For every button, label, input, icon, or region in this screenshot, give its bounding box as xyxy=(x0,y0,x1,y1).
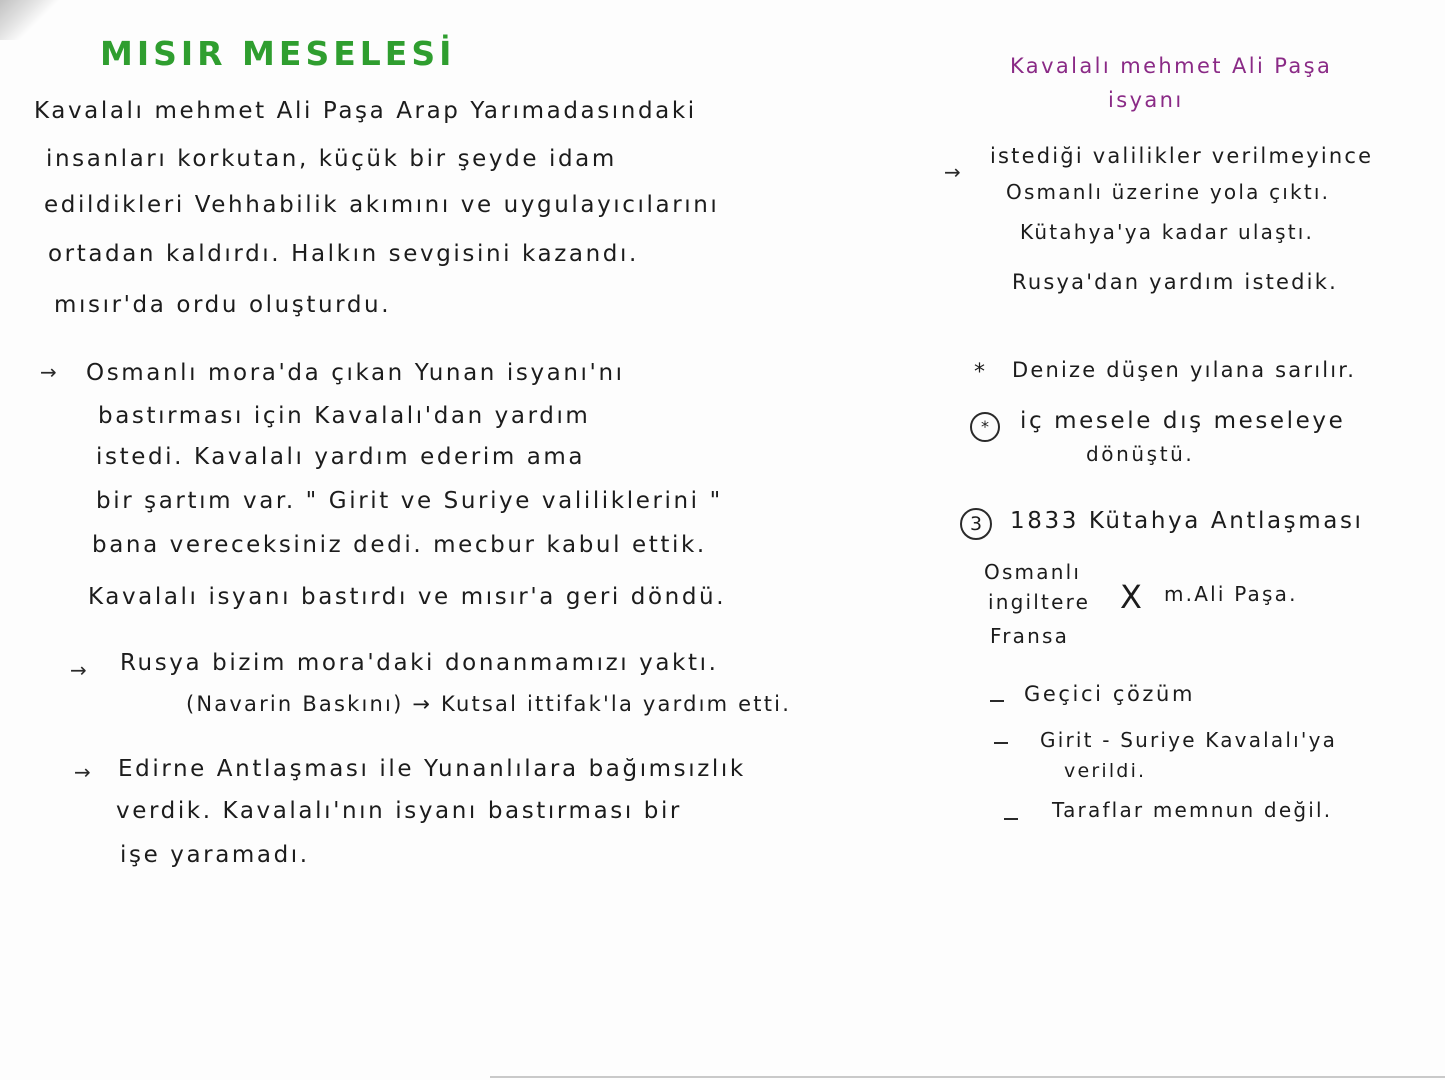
bullet-line: verildi. xyxy=(1064,760,1147,782)
section-title: 1833 Kütahya Antlaşması xyxy=(1010,508,1364,534)
page-bottom-edge xyxy=(490,1076,1445,1078)
party-left: Fransa xyxy=(990,624,1070,648)
left-p2-line: Kavalalı isyanı bastırdı ve mısır'a geri döndü. xyxy=(88,584,727,610)
arrow-icon: → xyxy=(944,160,961,184)
party-left: ingiltere xyxy=(988,590,1091,614)
left-p1-line: insanları korkutan, küçük bir şeyde idam xyxy=(46,146,617,172)
party-left: Osmanlı xyxy=(984,560,1082,584)
arrow-icon: → xyxy=(40,360,57,384)
left-p2-line: bana vereceksiniz dedi. mecbur kabul ettik. xyxy=(92,532,707,558)
party-right: m.Ali Paşa. xyxy=(1164,582,1298,606)
arrow-icon: → xyxy=(74,760,91,784)
corner-smudge xyxy=(0,0,60,40)
right-p1-line: Rusya'dan yardım istedik. xyxy=(1012,270,1338,294)
bullet-line: Taraflar memnun değil. xyxy=(1052,798,1333,822)
bullet-line: Geçici çözüm xyxy=(1024,682,1196,706)
left-p1-line: Kavalalı mehmet Ali Paşa Arap Yarımadasındaki xyxy=(34,98,697,124)
right-subtitle: isyanı xyxy=(1108,88,1184,112)
note-line: iç mesele dış meseleye xyxy=(1020,408,1346,434)
left-p1-line: mısır'da ordu oluşturdu. xyxy=(54,292,392,318)
page-title: MISIR MESELESİ xyxy=(100,34,456,73)
proverb-line: Denize düşen yılana sarılır. xyxy=(1012,358,1357,382)
dash-bullet-icon xyxy=(1004,818,1018,820)
left-p3-line: Rusya bizim mora'daki donanmamızı yaktı. xyxy=(120,650,719,676)
arrow-icon: → xyxy=(70,658,87,682)
left-p2-line: bir şartım var. " Girit ve Suriye valiliklerini " xyxy=(96,488,723,514)
right-subtitle: Kavalalı mehmet Ali Paşa xyxy=(1010,54,1333,78)
dash-bullet-icon xyxy=(994,742,1008,744)
right-p1-line: Osmanlı üzerine yola çıktı. xyxy=(1006,180,1331,204)
left-p4-line: işe yaramadı. xyxy=(120,842,310,868)
left-p4-line: verdik. Kavalalı'nın isyanı bastırması bir xyxy=(116,798,682,824)
left-p2-line: bastırması için Kavalalı'dan yardım xyxy=(98,403,591,429)
left-p3-line: (Navarin Baskını) → Kutsal ittifak'la yardım etti. xyxy=(186,692,792,716)
left-p4-line: Edirne Antlaşması ile Yunanlılara bağımsızlık xyxy=(118,756,746,782)
left-p2-line: Osmanlı mora'da çıkan Yunan isyanı'nı xyxy=(86,360,625,386)
bullet-line: Girit - Suriye Kavalalı'ya xyxy=(1040,728,1338,752)
note-line: dönüştü. xyxy=(1086,442,1195,466)
versus-cross-icon: X xyxy=(1120,578,1142,616)
right-p1-line: istediği valilikler verilmeyince xyxy=(990,144,1374,168)
left-p2-line: istedi. Kavalalı yardım ederim ama xyxy=(96,444,586,470)
star-icon: * xyxy=(974,360,985,385)
left-p1-line: ortadan kaldırdı. Halkın sevgisini kazandı. xyxy=(48,241,639,267)
left-p1-line: edildikleri Vehhabilik akımını ve uygulayıcılarını xyxy=(44,192,720,218)
right-p1-line: Kütahya'ya kadar ulaştı. xyxy=(1020,220,1315,244)
dash-bullet-icon xyxy=(990,700,1004,702)
section-number-badge: 3 xyxy=(960,508,992,540)
circled-star-icon: * xyxy=(970,412,1000,442)
